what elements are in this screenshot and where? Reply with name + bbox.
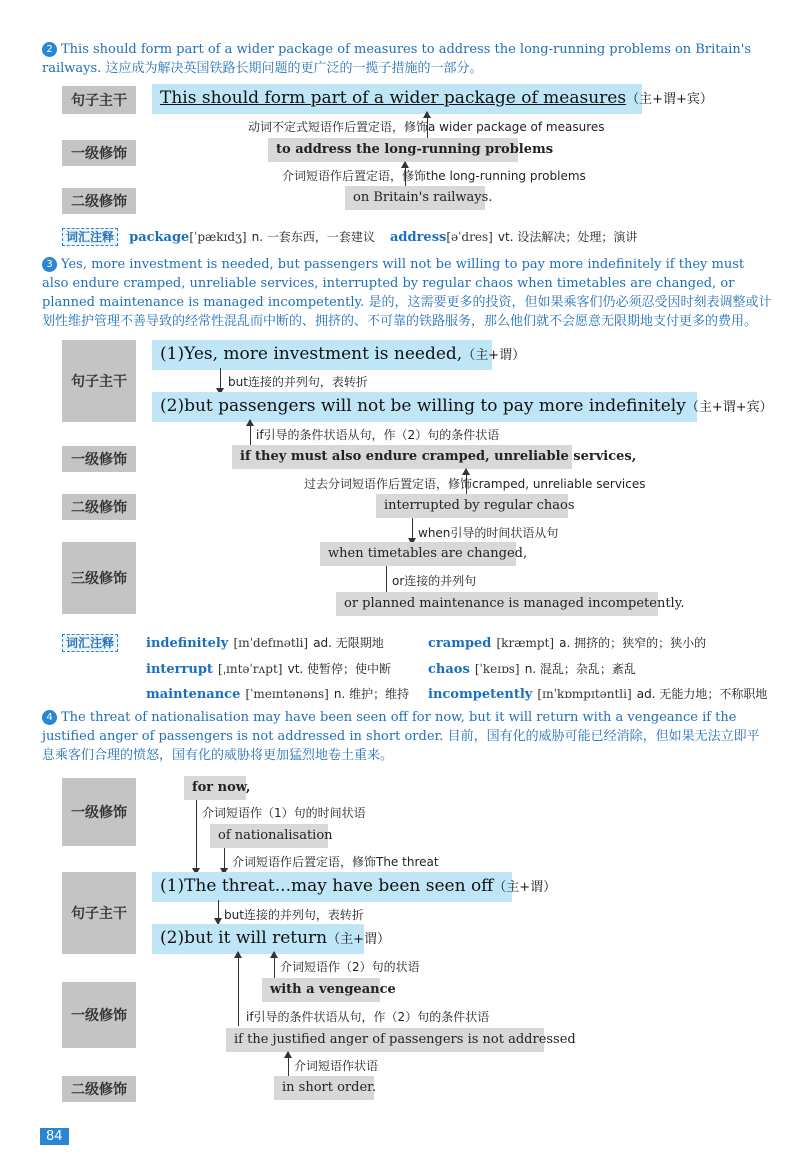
s3-v4-word: chaos bbox=[428, 662, 470, 677]
s2-v1-def: n. 一套东西，一套建议 bbox=[251, 230, 375, 244]
s3-vocab-4 bbox=[428, 658, 636, 677]
s3-v6-def: ad. 无能力地；不称职地 bbox=[636, 687, 768, 701]
s4-of-nat: of nationalisation bbox=[210, 824, 328, 848]
s3-english: Yes, more investment is needed, but passengers will not be willing to pay more indefinitely if they must also endure cramped, unreliable services, interrupted by regular chaos when timetables are changed, or planned maintenance is managed incompetently. bbox=[42, 257, 745, 310]
s3-note-but: but连接的并列句，表转折 bbox=[228, 375, 368, 389]
s3-v3-phon: [ˌɪntəˈrʌpt] bbox=[218, 662, 283, 676]
s4-m1-bar bbox=[152, 872, 557, 902]
s3-l1-label: 一级修饰 bbox=[62, 446, 136, 472]
s4-main-label: 句子主干 bbox=[62, 872, 136, 954]
s3-vocab-3 bbox=[146, 658, 391, 677]
s4-note-but: but连接的并列句，表转折 bbox=[224, 908, 364, 922]
s3-v3-def: vt. 使暂停；使中断 bbox=[287, 662, 392, 676]
s4-m2-bar bbox=[152, 924, 391, 954]
s4-chinese: 目前，国有化的威胁可能已经消除，但如果无法立即平息乘客们合理的愤怒，国有化的威胁将更加猛烈地卷土重来。 bbox=[42, 729, 760, 763]
s3-l3b-bar: or planned maintenance is managed incompetently. bbox=[336, 592, 658, 616]
s2-l2-label: 二级修饰 bbox=[62, 188, 136, 214]
s3-l2-bar: interrupted by regular chaos bbox=[376, 494, 568, 518]
s3-v2-phon: [kræmpt] bbox=[496, 636, 555, 650]
s3-v1-phon: [ɪnˈdefɪnətli] bbox=[233, 636, 309, 650]
s4-note-of: 介词短语作后置定语，修饰The threat bbox=[232, 855, 439, 869]
s2-v2-def: vt. 设法解决；处理；演讲 bbox=[497, 230, 638, 244]
s3-vocab-5 bbox=[146, 683, 409, 702]
s2-main-tag: （主+谓+宾） bbox=[626, 92, 713, 107]
s3-l3-label: 三级修饰 bbox=[62, 542, 136, 614]
s3-v6-phon: [ɪnˈkɒmpɪtəntli] bbox=[537, 687, 632, 701]
page-number: 84 bbox=[40, 1128, 69, 1145]
s2-english: This should form part of a wider package of measures to address the long-running problems on Britain's railways. bbox=[42, 42, 751, 76]
s3-m1-tag: （主+谓） bbox=[462, 348, 526, 363]
s4-sentence bbox=[42, 708, 772, 765]
s2-note-2: 介词短语作后置定语，修饰the long-running problems bbox=[282, 169, 586, 183]
s3-v4-def: n. 混乱；杂乱；紊乱 bbox=[524, 662, 636, 676]
s2-vocab-tag: 词汇注释 bbox=[62, 228, 118, 246]
s3-vocab-1 bbox=[146, 632, 384, 651]
s3-vocab-tag: 词汇注释 bbox=[62, 634, 118, 652]
s4-arrow-of bbox=[224, 848, 225, 874]
s3-l1-bar: if they must also endure cramped, unreliable services, bbox=[232, 445, 572, 469]
s3-v2-word: cramped bbox=[428, 636, 492, 651]
s2-v2-phon: [əˈdres] bbox=[446, 230, 493, 244]
s4-m2-text: (2)but it will return bbox=[160, 928, 328, 948]
s4-number: 4 bbox=[42, 710, 57, 725]
s2-v1-word: package bbox=[129, 230, 190, 245]
s4-for-now: for now, bbox=[184, 776, 246, 800]
s3-v5-def: n. 维护；维持 bbox=[333, 687, 410, 701]
s2-main-text: This should form part of a wider package of measures bbox=[160, 88, 627, 108]
s4-if-clause: if the justified anger of passengers is not addressed bbox=[226, 1028, 544, 1052]
s3-line-or bbox=[386, 566, 387, 592]
s3-vocab-6 bbox=[428, 683, 767, 702]
s2-note-1: 动词不定式短语作后置定语，修饰a wider package of measures bbox=[248, 120, 605, 134]
s4-m1-tag: （主+谓） bbox=[493, 880, 557, 895]
s4-arrow-if bbox=[238, 952, 239, 1026]
s3-note-or: or连接的并列句 bbox=[392, 574, 477, 588]
s4-arrow-for bbox=[196, 800, 197, 874]
s2-v2-word: address bbox=[389, 230, 447, 245]
s4-m2-tag: （主+谓） bbox=[327, 932, 391, 947]
s3-m1-bar bbox=[152, 340, 526, 370]
s3-main-label: 句子主干 bbox=[62, 340, 136, 422]
s3-v3-word: interrupt bbox=[146, 662, 213, 677]
s3-m2-bar bbox=[152, 392, 773, 422]
s3-note-if: if引导的条件状语从句，作（2）句的条件状语 bbox=[256, 428, 500, 442]
s4-with-v: with a vengeance bbox=[262, 978, 380, 1002]
s4-note-if: if引导的条件状语从句，作（2）句的条件状语 bbox=[246, 1010, 490, 1024]
s4-arrow-with bbox=[274, 952, 275, 978]
s3-m1-text: (1)Yes, more investment is needed, bbox=[160, 344, 463, 364]
s3-v4-phon: [ˈkeɪɒs] bbox=[474, 662, 520, 676]
s4-m1-text: (1)The threat...may have been seen off bbox=[160, 876, 494, 896]
s4-l1b-label: 一级修饰 bbox=[62, 982, 136, 1048]
s4-arrow-but bbox=[218, 900, 219, 924]
s3-m2-tag: （主+谓+宾） bbox=[685, 400, 773, 415]
s3-arrow-when bbox=[412, 518, 413, 544]
s2-l1-bar: to address the long-running problems bbox=[268, 138, 518, 162]
s3-vocab-2 bbox=[428, 632, 706, 651]
s4-l2-label: 二级修饰 bbox=[62, 1076, 136, 1102]
s3-note-when: when引导的时间状语从句 bbox=[418, 526, 559, 540]
s4-note-with: 介词短语作（2）句的状语 bbox=[280, 960, 420, 974]
s4-note-in: 介词短语作状语 bbox=[294, 1059, 379, 1073]
s3-v1-def: ad. 无限期地 bbox=[313, 636, 384, 650]
s2-l2-bar: on Britain's railways. bbox=[345, 186, 485, 210]
s4-l1-label: 一级修饰 bbox=[62, 778, 136, 846]
s3-note-pp: 过去分词短语作后置定语，修饰cramped, unreliable services bbox=[304, 477, 646, 491]
s4-arrow-in bbox=[288, 1052, 289, 1076]
s2-v1-phon: [ˈpækɪdʒ] bbox=[189, 230, 247, 244]
s4-in-short: in short order. bbox=[274, 1076, 374, 1100]
s3-v1-word: indefinitely bbox=[146, 636, 229, 651]
s2-number: 2 bbox=[42, 42, 57, 57]
s3-chinese: 是的，这需要更多的投资，但如果乘客们仍必须忍受因时刻表调整或计划性维护管理不善导致的经常性混乱而中断的、拥挤的、不可靠的铁路服务，那么他们就不会愿意无限期地支付更多的费用。 bbox=[42, 295, 772, 329]
s3-sentence bbox=[42, 255, 772, 331]
s3-l2-label: 二级修饰 bbox=[62, 494, 136, 520]
s3-number: 3 bbox=[42, 257, 57, 272]
s3-v5-phon: [ˈmeɪntənəns] bbox=[245, 687, 329, 701]
s3-v2-def: a. 拥挤的；狭窄的；狭小的 bbox=[559, 636, 707, 650]
s3-arrow-but bbox=[220, 368, 221, 394]
s2-sentence bbox=[42, 40, 772, 78]
s4-english: The threat of nationalisation may have been seen off for now, but it will return with a vengeance if the justified anger of passengers is not addressed in short order. bbox=[42, 710, 737, 744]
s2-chinese: 这应成为解决英国铁路长期问题的更广泛的一揽子措施的一部分。 bbox=[105, 61, 483, 76]
s2-main-bar bbox=[152, 84, 713, 114]
s3-l3a-bar: when timetables are changed, bbox=[320, 542, 516, 566]
s2-l1-label: 一级修饰 bbox=[62, 140, 136, 166]
s3-arrow-if bbox=[250, 420, 251, 446]
s2-main-label: 句子主干 bbox=[62, 86, 136, 114]
s2-vocab bbox=[62, 226, 782, 245]
s3-v5-word: maintenance bbox=[146, 687, 241, 702]
s3-m2-text: (2)but passengers will not be willing to pay more indefinitely bbox=[160, 396, 686, 416]
s4-note-for: 介词短语作（1）句的时间状语 bbox=[202, 806, 366, 820]
s3-v6-word: incompetently bbox=[428, 687, 533, 702]
